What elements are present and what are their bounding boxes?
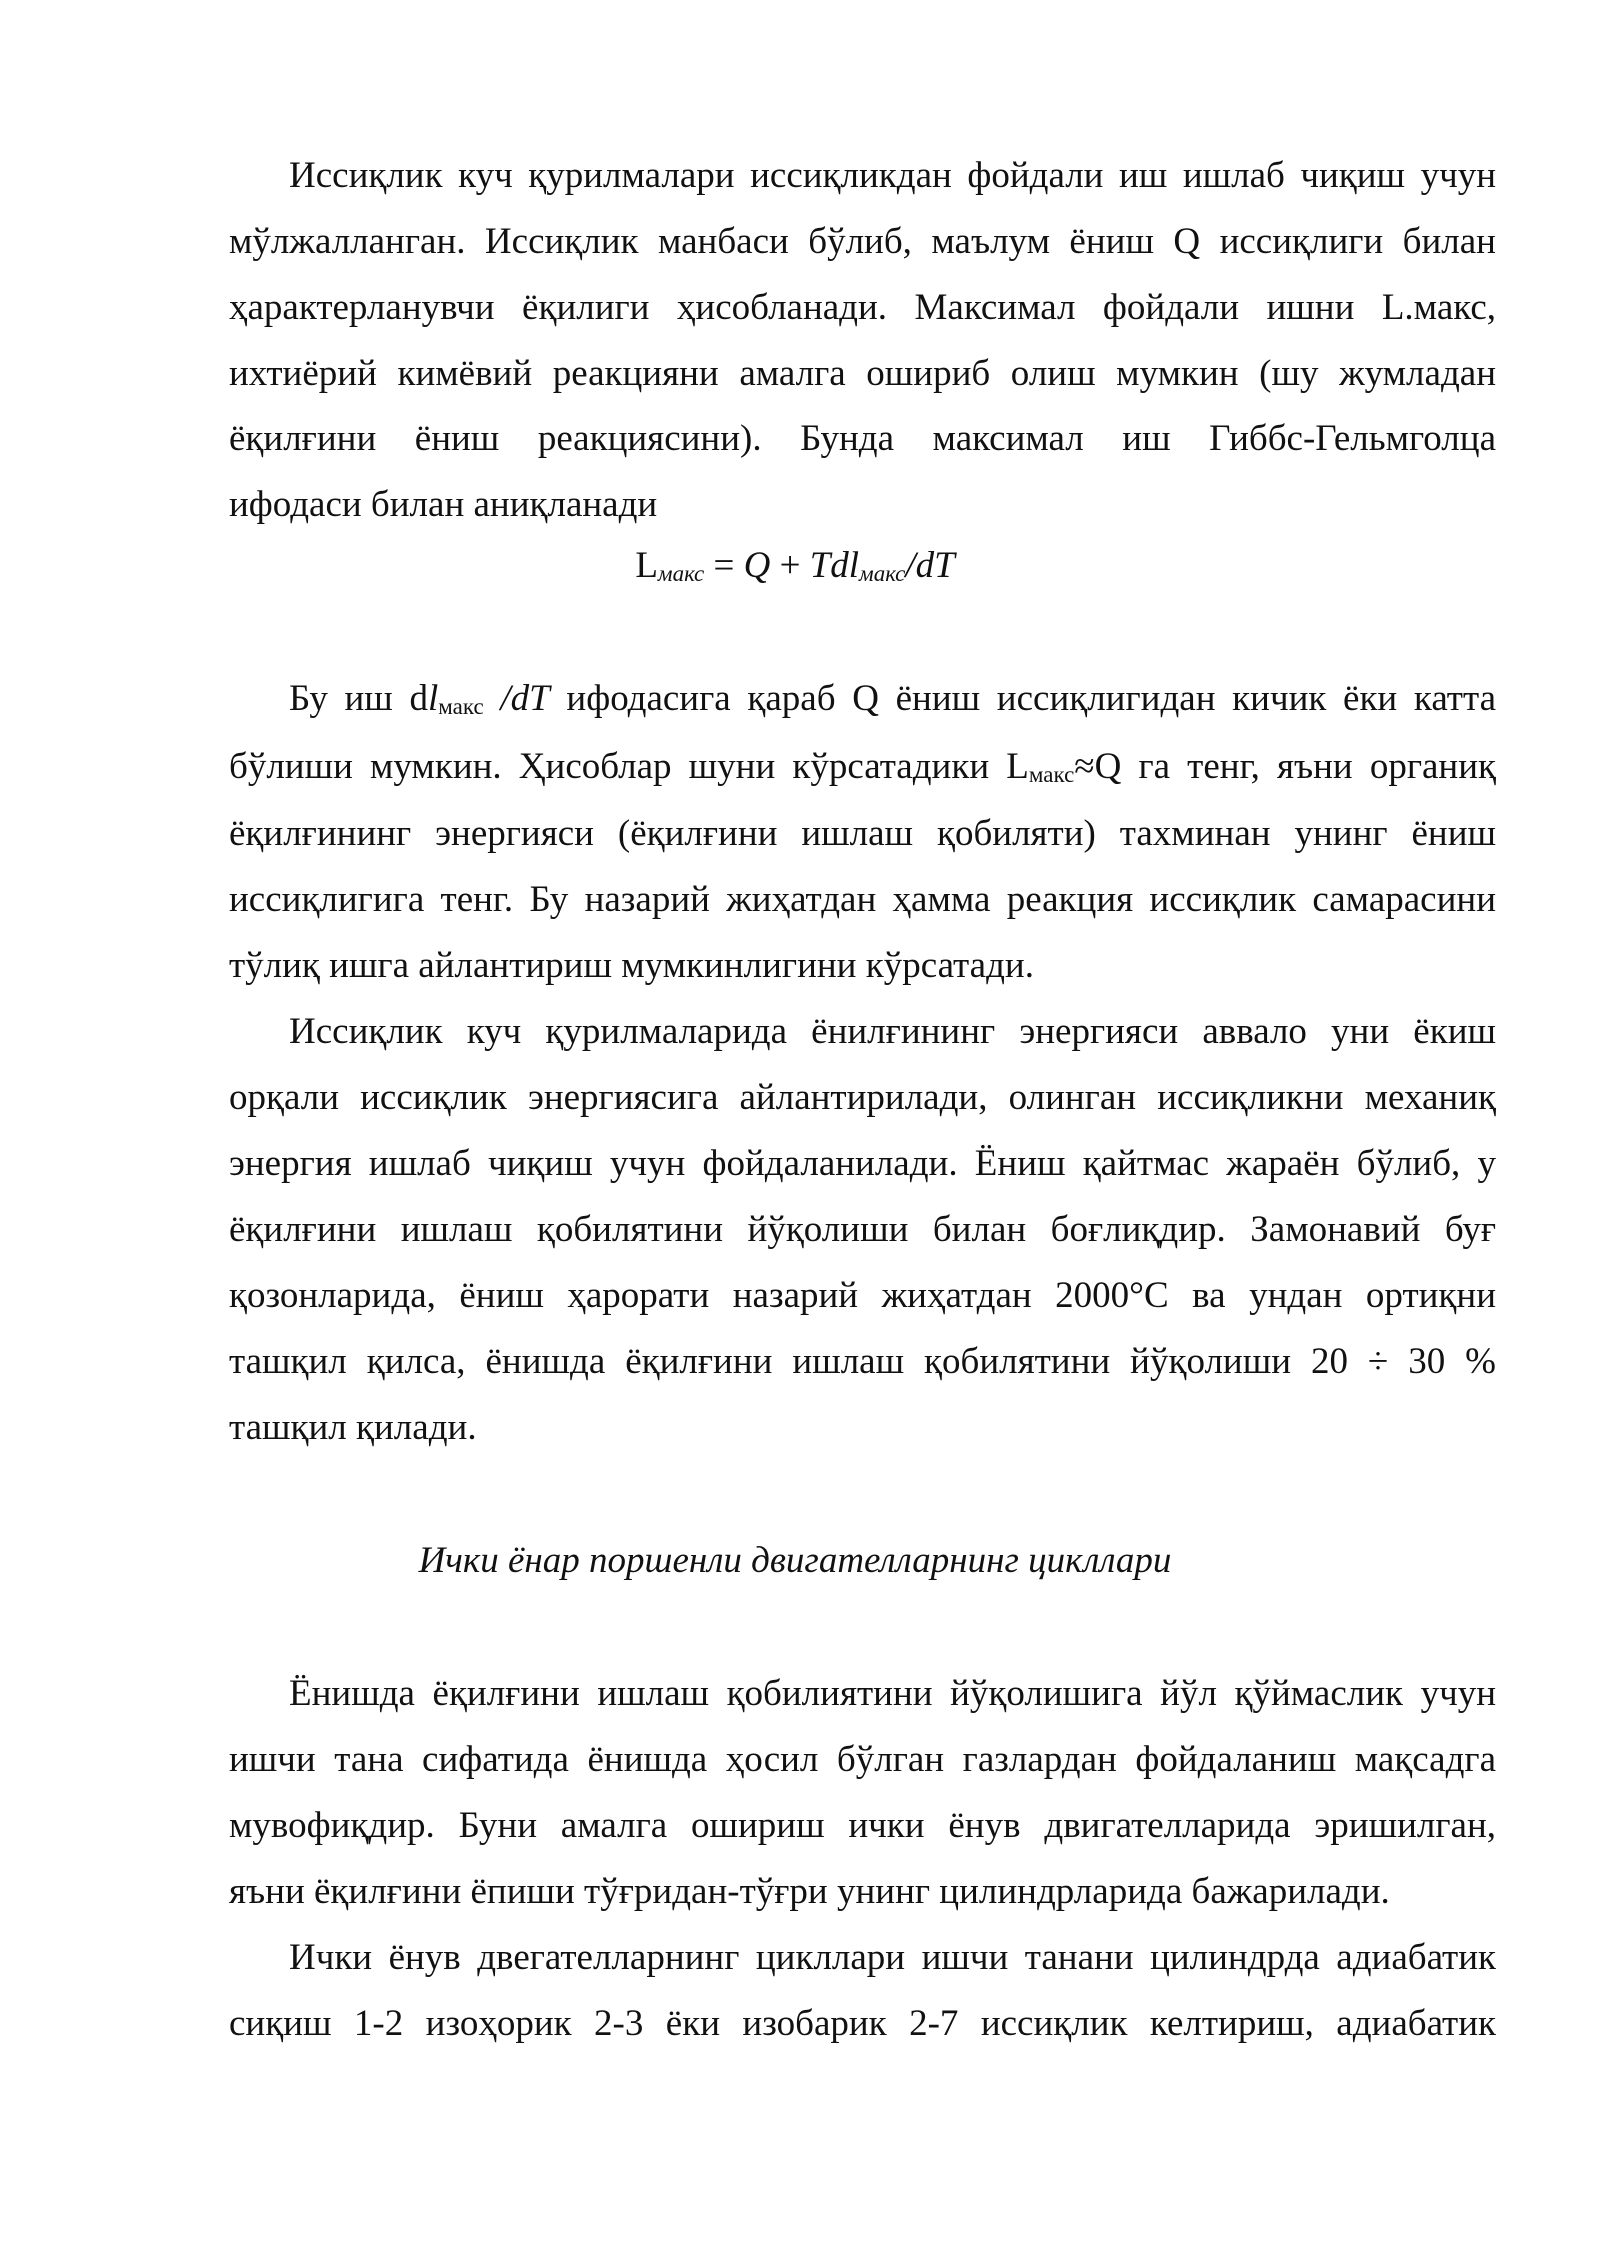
p2-line1-post: ифодасига қараб Q ёниш иссиқлигидан кичик ёки катта (549, 678, 1497, 719)
section-heading: Ички ёнар поршенли двигателларнинг цикллари (418, 1540, 1172, 1581)
paragraph-4-line-2: ишчи тана сифатида ёнишда ҳосил бўлган газлардан фойдаланиш мақсадга (229, 1739, 1496, 1780)
p2-line1-l: l (427, 678, 439, 719)
paragraph-3-line-6: ташқил қилса, ёнишда ёқилғини ишлаш қобилятини йўқолиши 20 ÷ 30 % (229, 1341, 1496, 1382)
paragraph-3-line-5: қозонларида, ёниш ҳарорати назарий жиҳатдан 2000°С ва ундан ортиқни (229, 1275, 1496, 1316)
paragraph-4-line-1: Ёнишда ёқилғини ишлаш қобилиятини йўқолишига йўл қўймаслик учун (289, 1673, 1496, 1714)
p2-line2-pre: бўлиши мумкин. Ҳисоблар шуни кўрсатадики L (229, 746, 1029, 787)
formula-L: L (635, 545, 658, 586)
paragraph-2-line-4: иссиқлигига тенг. Бу назарий жиҳатдан ҳамма реакция иссиқлик самарасини (229, 879, 1496, 920)
paragraph-2-line-3: ёқилғининг энергияси (ёқилғини ишлаш қобиляти) тахминан унинг ёниш (229, 813, 1496, 854)
paragraph-4-line-4: яъни ёқилғини ёпиши тўғридан-тўғри унинг цилиндрларида бажарилади. (229, 1871, 1390, 1912)
paragraph-1-line-4: ихтиёрий кимёвий реакцияни амалга ошириб олиш мумкин (шу жумладан (229, 353, 1496, 394)
formula-plus: + (770, 545, 810, 586)
p2-line1-pre: Бу иш d (289, 678, 428, 719)
paragraph-3-line-2: орқали иссиқлик энергиясига айлантирилади, олинган иссиқликни механиқ (229, 1077, 1496, 1118)
paragraph-5-line-2: сиқиш 1-2 изоҳорик 2-3 ёки изобарик 2-7 иссиқлик келтириш, адиабатик (229, 2003, 1496, 2044)
paragraph-3-line-1: Иссиқлик куч қурилмаларида ёнилғининг энергияси аввало уни ёкиш (289, 1011, 1496, 1052)
paragraph-1-line-6: ифодаси билан аниқланади (229, 484, 658, 525)
paragraph-1-line-1: Иссиқлик куч қурилмалари иссиқликдан фойдали иш ишлаб чиқиш учун (289, 155, 1496, 196)
formula-tail: /dT (905, 545, 955, 586)
paragraph-2-line-1 (289, 666, 1496, 740)
paragraph-4-line-3: мувофиқдир. Буни амалга ошириш ички ёнув двигателларида эришилган, (229, 1805, 1496, 1846)
paragraph-1-line-3: ҳарактерланувчи ёқилиги ҳисобланади. Максимал фойдали ишни L.макс, (229, 287, 1496, 328)
formula-L-subscript: макс (657, 561, 705, 586)
paragraph-1-line-5: ёқилғини ёниш реакциясини). Бунда максимал иш Гиббс-Гельмголца (229, 418, 1496, 459)
paragraph-2-line-5: тўлиқ ишга айлантириш мумкинлигини кўрсатади. (229, 945, 1034, 986)
paragraph-2-line-2 (229, 734, 1496, 808)
paragraph-3-line-7: ташқил қилади. (229, 1407, 477, 1448)
paragraph-1-line-2: мўлжалланган. Иссиқлик манбаси бўлиб, маълум ёниш Q иссиқлиги билан (229, 221, 1496, 262)
formula-Tdl: Tdl (809, 545, 860, 586)
p2-line2-subscript: макс (1028, 762, 1075, 787)
p2-line1-dT: /dT (483, 678, 550, 719)
paragraph-5-line-1: Ички ёнув двегателларнинг цикллари ишчи танани цилиндрда адиабатик (289, 1937, 1496, 1978)
formula-l-subscript: макс (859, 561, 906, 586)
formula (0, 533, 1595, 606)
p2-line1-subscript: макс (438, 694, 484, 719)
paragraph-3-line-4: ёқилғини ишлаш қобилятини йўқолиши билан боғлиқдир. Замонавий буғ (229, 1209, 1496, 1250)
formula-equals: = (704, 545, 744, 586)
formula-Q: Q (743, 545, 771, 586)
paragraph-3-line-3: энергия ишлаб чиқиш учун фойдаланилади. Ёниш қайтмас жараён бўлиб, у (229, 1143, 1496, 1184)
p2-line2-post: ≈Q га тенг, яъни органиқ (1074, 746, 1496, 787)
